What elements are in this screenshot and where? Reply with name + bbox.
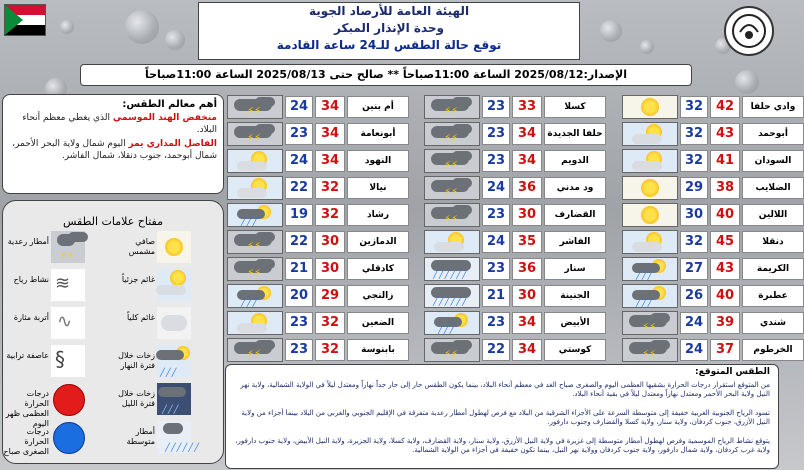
min-temperature: 32 [680,231,708,253]
legend-item [3,381,113,428]
min-temperature: 27 [680,258,708,280]
weather-icon-rain-day [424,311,480,335]
weather-icon-partly-cloudy [622,230,678,254]
legend-item [113,305,223,343]
legend-icon-duststorm [51,345,85,377]
rain-icon: ╱╱╱ [160,368,178,377]
rain-icon: ╱╱╱╱╱╱ [433,270,468,279]
city-name: الضلايب [742,177,804,199]
city-name: كادقلي [347,258,409,280]
max-temperature: 32 [315,177,345,199]
lightning-icon: ⚡⚡ [444,214,459,225]
sun-icon [165,238,183,256]
max-temperature: 36 [512,177,542,199]
legend-icon-partly-cloudy [157,269,191,301]
feature-item [9,112,217,136]
rain-icon: ╱╱╱ [438,325,456,334]
weather-icon-thunder [622,311,678,335]
min-temp-marker-icon [53,422,85,454]
lightning-icon: ⚡⚡ [444,133,459,144]
weather-icon-thunder [227,230,283,254]
legend-icon-wind [51,269,85,301]
feature-highlight: الفاصل المداري يمر [128,139,217,149]
min-temperature: 22 [285,177,313,199]
max-temperature: 30 [512,285,542,307]
city-name: الكريمة [742,258,804,280]
city-name: الدويم [544,150,606,172]
lightning-icon: ⚡⚡ [247,133,262,144]
legend-icon-rain-night [157,383,191,415]
min-temperature: 19 [285,204,313,226]
max-temperature: 34 [512,312,542,334]
background-droplet [735,70,759,94]
lightning-icon: ⚡⚡ [247,268,262,279]
weather-icon-thunder [622,338,678,362]
feature-item [9,138,217,162]
city-name: القضارف [544,204,606,226]
city-forecast-row [227,230,409,254]
weather-icon-thunder [424,149,480,173]
background-droplet [125,10,159,44]
city-name: سنار [544,258,606,280]
city-forecast-row [227,203,409,227]
legend-label: درجات الحرارة العظمى ظهر اليوم [5,389,49,428]
max-temperature: 45 [710,231,740,253]
lightning-icon: ⚡⚡ [642,322,657,333]
min-temperature: 24 [285,96,313,118]
city-forecast-row [622,176,804,200]
cloud-icon [158,387,186,397]
city-forecast-row [424,230,606,254]
min-temperature: 24 [285,150,313,172]
city-name: أم بنين [347,96,409,118]
city-forecast-row [622,95,804,119]
cloud-icon [156,350,184,360]
city-forecast-row [622,311,804,335]
city-forecast-row [424,257,606,281]
city-name: رشاد [347,204,409,226]
min-temperature: 29 [680,177,708,199]
legend-label: درجات الحرارة الصغرى صباح [3,427,49,456]
background-droplet [640,40,654,54]
max-temperature: 43 [710,123,740,145]
weather-features-box [2,94,224,194]
city-name: الفاشر [544,231,606,253]
legend-icon-blue-dot [51,421,85,453]
legend-label: غائم كلياً [126,313,155,322]
min-temperature: 21 [482,285,510,307]
min-temperature: 32 [680,96,708,118]
city-name: الأبيض [544,312,606,334]
legend-label: نشاط رياح [13,275,49,284]
legend-icon-sunny [157,231,191,263]
weather-icon-rain-day [622,284,678,308]
city-name: حلفا الجديدة [544,123,606,145]
city-forecast-row [227,122,409,146]
weather-icon-rain-day [227,284,283,308]
city-forecast-row [622,257,804,281]
min-temperature: 22 [482,339,510,361]
legend-item [113,229,223,267]
max-temperature: 34 [512,339,542,361]
cloud-icon [156,285,186,295]
lightning-icon: ⚡⚡ [247,349,262,360]
weather-icon-thunder [424,122,480,146]
city-name: ود مدني [544,177,606,199]
city-name: أبونعامة [347,123,409,145]
cloud-icon [632,161,662,171]
city-forecast-row [622,230,804,254]
features-title: أهم معالم الطقس: [122,99,217,110]
max-temperature: 34 [315,123,345,145]
max-temperature: 30 [315,258,345,280]
min-temperature: 23 [482,204,510,226]
min-temperature: 30 [680,204,708,226]
sudan-flag [4,4,46,36]
lightning-icon: ⚡⚡ [444,106,459,117]
issue-validity-bar: الإصدار:2025/08/12 الساعة 11:00صباحاً ** صالح حتى 2025/08/13 الساعة 11:00صباحاً [80,64,692,86]
city-name: الضعين [347,312,409,334]
legend-label: زخات خلال فترة الليل [118,389,155,408]
weather-icon-thunder [227,257,283,281]
weather-icon-partly-cloudy [622,122,678,146]
legend-label: أمطار متوسطة [126,427,155,446]
lightning-icon: ⚡⚡ [444,160,459,171]
cloud-icon [632,134,662,144]
legend-icon-rain-mod [157,421,200,453]
cloud-icon [237,188,267,198]
notes-paragraph: يتوقع نشاط الرياح الموسمية وفرص لهطول أمطار متوسطة إلى غزيرة في ولاية النيل الأزرق، ولاية سنار، ولاية القضارف، ولاية كسلا، ولاية الجزيرة، ولاية النيل الأبيض، ولاية جنوب دارفور، ولاية غرب كردفان، ولاية شمال دارفور، ولاية جنوب كردفان وولاية نهر النيل، بينما تكون خفيفة في أجزاء من الولاية الشمالية. [235,437,770,454]
city-forecast-row [227,95,409,119]
cloud-icon [434,242,464,252]
max-temperature: 42 [710,96,740,118]
weather-icon-sunny [622,176,678,200]
feature-highlight: منخفض الهند الموسمي [112,113,217,123]
rain-icon: ╱╱╱ [241,217,259,226]
min-temperature: 32 [680,150,708,172]
legend-item [3,305,113,343]
rain-icon: ╱╱╱ [636,271,654,280]
cloud-icon [163,423,183,434]
city-name: الدمازين [347,231,409,253]
weather-icon-partly-cloudy [424,230,480,254]
weather-icon-thunder [424,203,480,227]
max-temperature: 43 [710,258,740,280]
city-name: بابنوسة [347,339,409,361]
dust-icon: ∿ [57,311,73,332]
min-temperature: 24 [680,339,708,361]
rain-icon: ╱╱╱ [162,405,180,414]
city-forecast-row [227,149,409,173]
legend-label: صافي مشمس [128,237,155,256]
min-temperature: 23 [285,123,313,145]
legend-item [3,419,113,457]
max-temperature: 40 [710,285,740,307]
city-forecast-row [227,338,409,362]
weather-icon-thunder [227,338,283,362]
weather-icon-rain-mod [424,284,480,308]
city-forecast-row [622,149,804,173]
max-temperature: 39 [710,312,740,334]
city-forecast-row [424,122,606,146]
city-name: الخرطوم [742,339,804,361]
legend-item [113,343,223,381]
forecast-title: توقع حالة الطقس للـ24 ساعة القادمة [276,38,502,52]
min-temperature: 21 [285,258,313,280]
background-droplet [600,20,622,42]
min-temperature: 23 [482,258,510,280]
rain-icon: ╱╱╱╱╱╱ [433,297,468,306]
cloud-icon [237,323,267,333]
cloud-icon [68,232,88,242]
weather-icon-rain-mod [424,257,480,281]
legend-label: أمطار رعدية [7,237,49,246]
legend-icon-rain-day [157,345,191,377]
city-name: اللالين [742,204,804,226]
legend-icon-red-dot [51,383,85,415]
expected-weather-notes [225,364,779,469]
legend-label: غائم جزئياً [121,275,155,284]
min-temperature: 22 [285,231,313,253]
weather-icon-partly-cloudy [227,149,283,173]
max-temperature: 37 [710,339,740,361]
min-temperature: 24 [482,231,510,253]
background-droplet [60,20,74,34]
city-name: دنقلا [742,231,804,253]
max-temp-marker-icon [53,384,85,416]
lightning-icon: ⚡⚡ [444,349,459,360]
weather-icon-rain-day [227,203,283,227]
weather-icon-thunder [424,176,480,200]
sun-icon [170,270,186,286]
city-forecast-row [227,257,409,281]
legend-label: زخات خلال فترة النهار [118,351,155,370]
feature-text: اليوم شمال ولاية البحر الأحمر، شمال أبوحمد، جنوب دنقلا، شمال الفاشر. [12,139,217,161]
weather-icon-thunder [424,95,480,119]
max-temperature: 30 [512,204,542,226]
weather-icon-thunder [227,122,283,146]
city-forecast-row [424,284,606,308]
max-temperature: 32 [315,204,345,226]
min-temperature: 23 [482,150,510,172]
legend-item [3,229,113,267]
duststorm-icon: § [55,347,65,371]
min-temperature: 23 [285,312,313,334]
lightning-icon: ⚡⚡ [247,241,262,252]
city-name: كوستي [544,339,606,361]
legend-label: أتربة مثارة [13,313,49,322]
city-forecast-row [424,311,606,335]
city-forecast-row [227,176,409,200]
max-temperature: 30 [315,231,345,253]
legend-title: مفتاح علامات الطقس [63,215,163,228]
legend-icon-thunder [51,231,85,263]
max-temperature: 32 [315,312,345,334]
city-forecast-row [424,338,606,362]
lightning-icon: ⚡⚡ [642,349,657,360]
min-temperature: 26 [680,285,708,307]
city-forecast-row [424,95,606,119]
city-forecast-row [622,203,804,227]
max-temperature: 34 [315,150,345,172]
lightning-icon: ⚡⚡ [444,187,459,198]
city-name: السودان [742,150,804,172]
sun-icon [641,206,659,224]
notes-title: الطقس المتوقع: [694,367,770,377]
city-forecast-row [424,149,606,173]
legend-item [113,381,223,419]
city-name: كسلا [544,96,606,118]
cloud-icon [161,315,187,331]
max-temperature: 40 [710,204,740,226]
legend-item [113,267,223,305]
sun-icon [641,179,659,197]
max-temperature: 38 [710,177,740,199]
min-temperature: 24 [482,177,510,199]
legend-item [3,343,113,381]
notes-paragraph: من المتوقع استقرار درجات الحرارة بشقيها العظمى اليوم والصغرى صباح الغد في معظم أنحاء البلاد، بينما يكون الطقس حار إلى حار جداً نهاراً ومعتدل ليلاً في الولاية الشمالية، ولاية نهر النيل ولاية البحر الأحمر ومعتدل نهاراً ومعتدل ليلاً في بقية أنحاء البلاد. [240,381,770,398]
feature-text: الذي يغطي معظم أنحاء البلاد. [22,113,217,135]
city-forecast-row [424,176,606,200]
city-name: وادي حلفا [742,96,804,118]
cloud-icon [632,242,662,252]
min-temperature: 20 [285,285,313,307]
weather-icon-sunny [622,95,678,119]
min-temperature: 23 [482,123,510,145]
city-forecast-row [622,338,804,362]
lightning-icon: ⚡⚡ [60,251,75,262]
rain-icon: ╱╱╱ [241,298,259,307]
city-forecast-row [622,122,804,146]
lightning-icon: ⚡⚡ [247,106,262,117]
max-temperature: 29 [315,285,345,307]
legend-item [113,419,223,457]
min-temperature: 23 [482,312,510,334]
min-temperature: 23 [482,96,510,118]
unit-name: وحدة الإنذار المبكر [334,21,444,35]
city-forecast-row [424,203,606,227]
min-temperature: 32 [680,123,708,145]
city-name: نيالا [347,177,409,199]
wind-icon: ≋ [55,273,71,294]
background-droplet [165,30,185,50]
max-temperature: 34 [512,150,542,172]
cloud-icon [237,161,267,171]
rain-icon: ╱╱╱ [636,298,654,307]
sun-icon [641,98,659,116]
max-temperature: 41 [710,150,740,172]
max-temperature: 34 [315,96,345,118]
max-temperature: 36 [512,258,542,280]
min-temperature: 23 [285,339,313,361]
authority-name: الهيئة العامة للأرصاد الجوية [308,4,470,18]
legend-item [3,267,113,305]
min-temperature: 24 [680,312,708,334]
weather-icon-thunder [227,95,283,119]
header-title-box [198,2,580,60]
max-temperature: 34 [512,123,542,145]
city-name: زالنجي [347,285,409,307]
city-name: عطبرة [742,285,804,307]
weather-icon-partly-cloudy [227,176,283,200]
weather-icon-partly-cloudy [227,311,283,335]
city-name: شندي [742,312,804,334]
legend-box [2,200,224,464]
rain-icon: ╱╱╱╱╱╱ [165,443,200,452]
max-temperature: 35 [512,231,542,253]
weather-icon-sunny [622,203,678,227]
legend-icon-cloudy [157,307,191,339]
max-temperature: 33 [512,96,542,118]
legend-label: عاصفة ترابية [6,351,49,360]
city-forecast-row [622,284,804,308]
city-name: أبوحمد [742,123,804,145]
weather-icon-rain-day [622,257,678,281]
weather-icon-partly-cloudy [622,149,678,173]
max-temperature: 32 [315,339,345,361]
city-name: الجنينة [544,285,606,307]
legend-icon-dust [51,307,85,339]
weather-icon-thunder [424,338,480,362]
notes-paragraph: تسود الرياح الجنوبية الغربية خفيفة إلى متوسطة السرعة على الأجزاء الشرقية من البلاد مع فرص لهطول أمطار رعدية متفرقة في الإقليم الجنوبي والغربي من البلاد بينما أجزاء من ولاية النيل الأزرق، جنوب كردفان، ولاية سنار، ولاية كسلا والقضارف وجنوب دارفور. [241,409,770,426]
city-name: النهود [347,150,409,172]
city-forecast-row [227,311,409,335]
meteorological-authority-logo [724,6,774,56]
city-forecast-row [227,284,409,308]
